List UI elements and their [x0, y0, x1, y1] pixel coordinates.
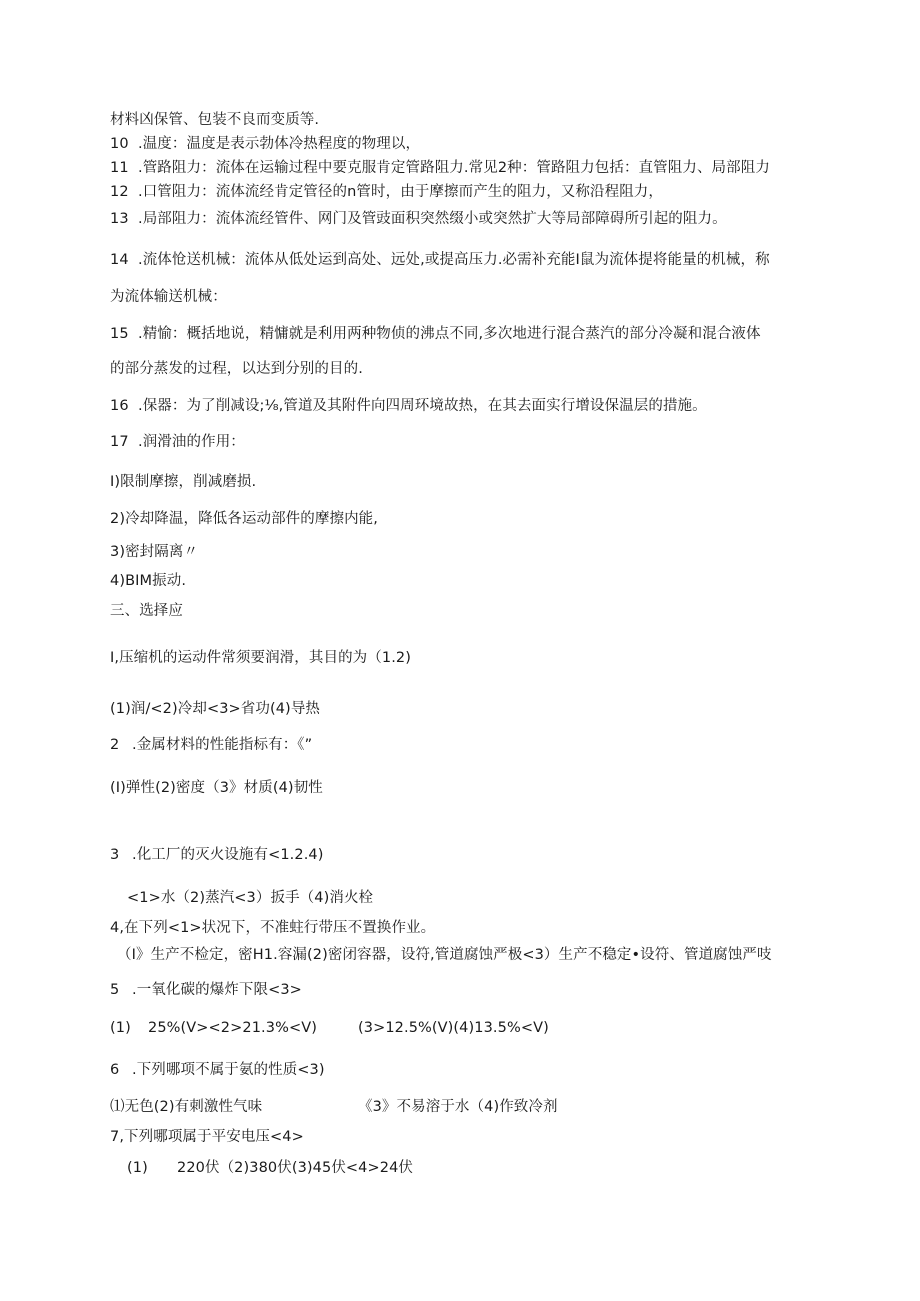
question: I,压缩机的运动件常须要润滑，其目的为（1.2) [110, 650, 412, 666]
definition-text: .温度：温度是表示勃体冷热程度的物理以， [138, 136, 421, 152]
list-item: 3)密封隔离〃 [110, 544, 199, 560]
options: <1>水（2)蒸汽<3）扳手（4)消火栓 [127, 890, 374, 906]
list-item: 2)冷却降温，降低各运动部件的摩擦内能, [110, 511, 378, 527]
section-heading: 三、选择应 [110, 603, 183, 619]
text-line: 材料凶保管、包装不良而变质等. [110, 112, 320, 128]
document-page: 材料凶保管、包装不良而变质等. 10 .温度：温度是表示勃体冷热程度的物理以， 11 .管路阻力：流体在运输过程中要克服肯定管路阻力.常见2种：管路阻力包括：直管阻力、局部阻力 12 .口管阻力：流体流经肯定管径的n管时，由于摩擦而产生的阻力，又称沿程阻力， 13 .局部阻力：流体流经管件、网门及管豉面积突然缀小或突然扩大等局部障碍所引起的阻力。 14 .流体怆送机械：流体从低处运到高处、远处,或提高压力.必需补充能I鼠为流体提将能量的机械，称 为流体输送机械： 15 .精愉：概括地说，精慵就是利用两种物侦的沸点不同,多次地进行混合蒸汽的部分冷凝和混合液体 的部分蒸发的过程，以达到分别的目的. 16 .保器：为了削减设;⅛,管道及其附件向四周环境故热，在其去面实行增设保温层的措施。 17 .润滑油的作用： I)限制摩擦，削减磨损. 2)冷却降温，降低各运动部件的摩擦内能, 3)密封隔离〃 4)BIM振动. 三、选择应 I,压缩机的运动件常须要润滑，其目的为（1.2) (1)润/<2)冷却<3>省功(4)导热 2 .金属材料的性能指标有：《” (I)弹性(2)密度（3》材质(4)韧性 3 .化工厂的灭火设施有<1.2.4) <1>水（2)蒸汽<3）扳手（4)消火栓 4,在下列<1>状况下，不准蛀行带压不置换作业。 （I》生产不检定，密H1.容漏(2)密闭容器，设符,管道腐蚀严极<3）生产不稳定•设符、管道腐蚀严吱 5 .一氧化碳的爆炸下限<3> (1) 25%(V><2>21.3%<V) (3>12.5%(V)(4)13.5%<V) 6 .下列哪项不属于氨的性质<3) ⑴无色(2)有刺激性气味 《3》不易溶于水（4)作致冷剂 7,下列哪项属于平安电压<4> (1) 220伏（2)380伏(3)45伏<4>24伏 [110, 112, 772, 1176]
question: 4,在下列<1>状况下，不准蛀行带压不置换作业。 [110, 920, 436, 936]
options: （I》生产不检定，密H1.容漏(2)密闭容器，设符,管道腐蚀严极<3）生产不稳定•设符、管道腐蚀严吱 [117, 947, 772, 963]
list-item: I)限制摩擦，削减磨损. [110, 474, 257, 490]
text-line: 为流体输送机械： [110, 289, 227, 305]
list-item: 4)BIM振动. [110, 573, 187, 589]
text-line: 的部分蒸发的过程，以达到分别的目的. [110, 361, 363, 377]
options: (1)润/<2)冷却<3>省功(4)导热 [110, 701, 321, 717]
question: 7,下列哪项属于平安电压<4> [110, 1129, 304, 1145]
options: (I)弹性(2)密度（3》材质(4)韧性 [110, 780, 323, 796]
